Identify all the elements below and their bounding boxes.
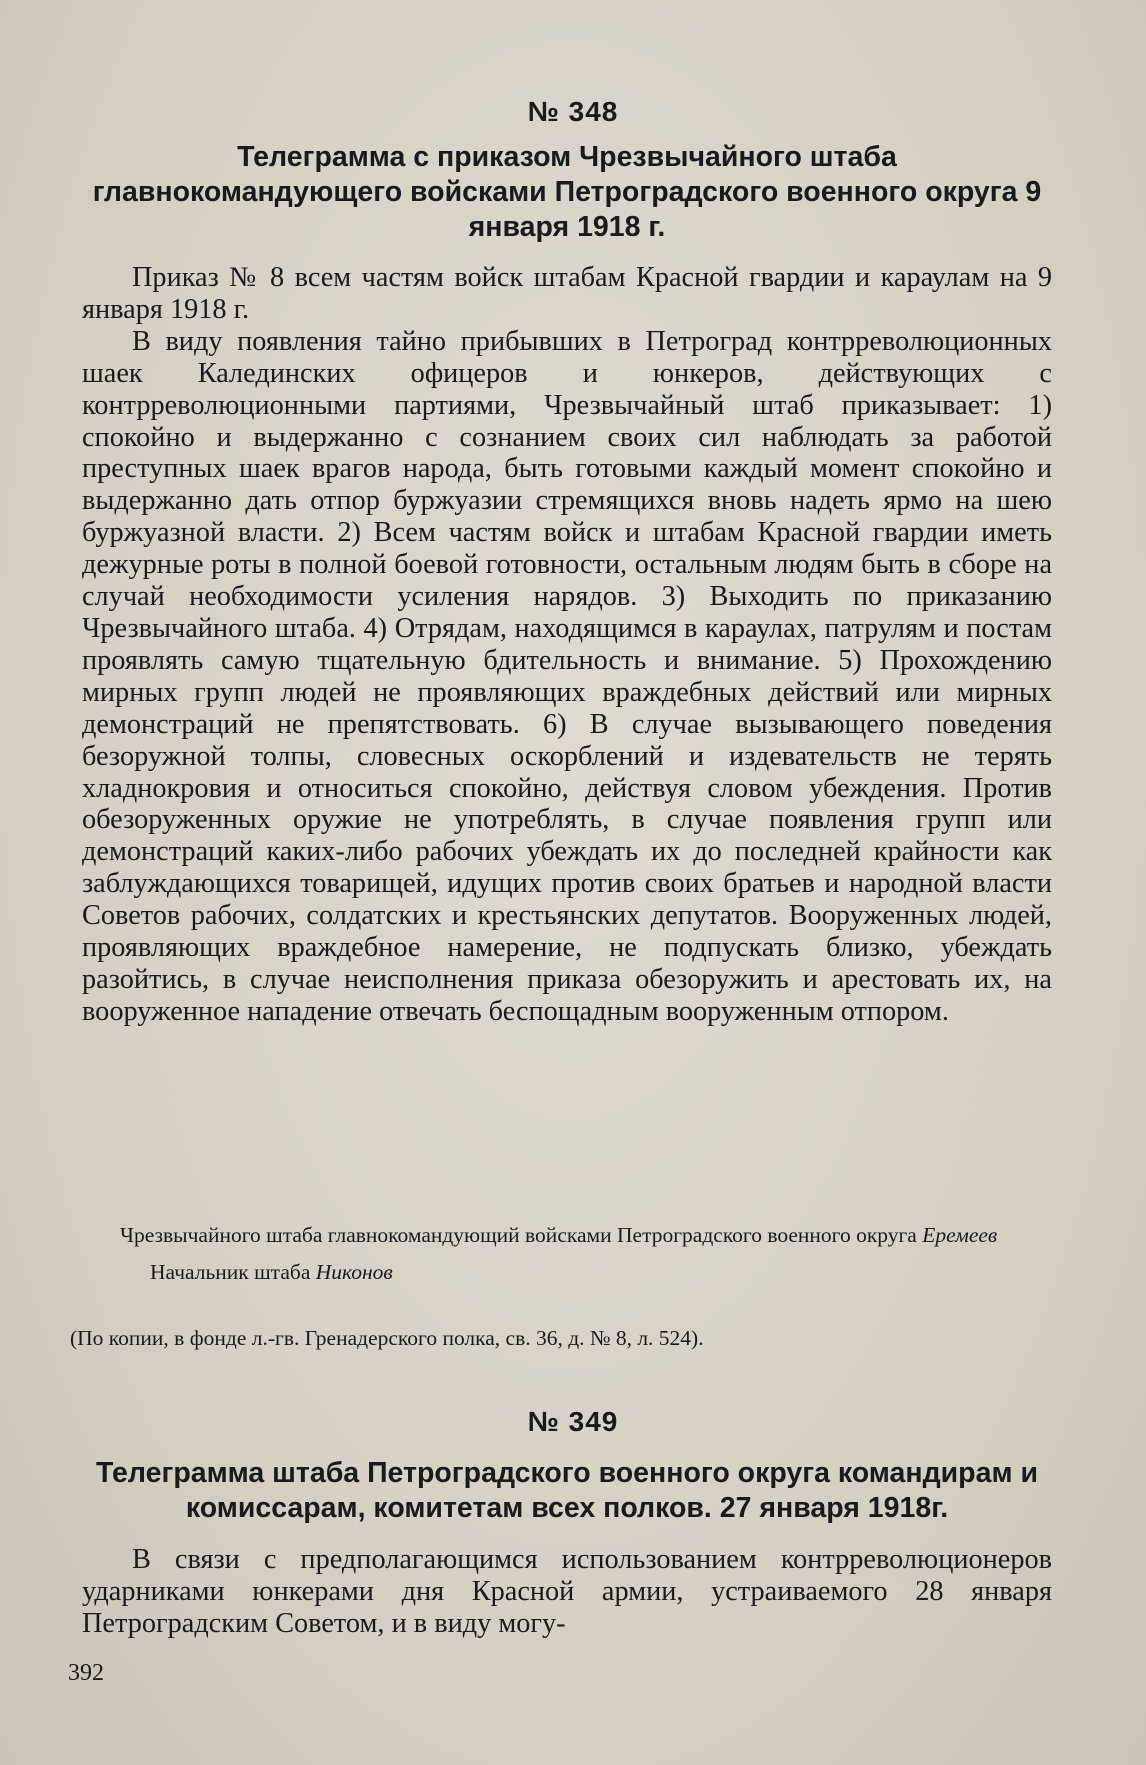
document-title-348: Телеграмма с приказом Чрезвычайного штаба главнокомандующего войсками Петроградского военного округа 9 января 1918 г. (92, 141, 1042, 243)
document-number-349: № 349 (527, 1406, 619, 1437)
document-title-349: Телеграмма штаба Петроградского военного округа командирам и комиссарам, комитетам всех полков. 27 января 1918г. (96, 1457, 1038, 1524)
signature-commander (82, 1221, 1052, 1250)
telegram-text-paragraph: В связи с предполагающимся использованием контрреволюционеров ударниками юнкерами дня Красной армии, устраиваемого 28 января Петроградским Советом, и в виду могу- (82, 1544, 1052, 1639)
document-body-349 (82, 1544, 1052, 1640)
document-number-348: № 348 (527, 96, 619, 127)
archival-source-note: (По копии, в фонде л.-гв. Гренадерского полка, св. 36, д. № 8, л. 524). (70, 1326, 704, 1350)
order-text-paragraph: В виду появления тайно прибывших в Петроград контрреволюционных шаек Калединских офицеров и юнкеров, действующих с контрреволюционными партиями, Чрезвычайный штаб приказывает: 1) спокойно и выдержанно с сознанием своих сил наблюдать за работой преступных шаек врагов народа, быть готовыми каждый момент спокойно и выдержанно дать отпор буржуазии стремящихся вновь надеть ярмо на шею буржуазной власти. 2) Всем частям войск и штабам Красной гвардии иметь дежурные роты в полной боевой готовности, остальным людям быть в сборе на случай необходимости усиления нарядов. 3) Выходить по приказанию Чрезвычайного штаба. 4) Отрядам, находящимся в караулах, патрулям и постам проявлять самую тщательную бдительность и внимание. 5) Прохождению мирных групп людей не проявляющих враждебных действий или мирных демонстраций не препятствовать. 6) В случае вызывающего поведения безоружной толпы, словесных оскорблений и издевательств не терять хладнокровия и относиться спокойно, действуя словом убеждения. Против обезоруженных оружие не употреблять, в случае появления групп или демонстраций каких-либо рабочих убеждать их до последней крайности как заблуждающихся товарищей, идущих против своих братьев и народной власти Советов рабочих, солдатских и крестьянских депутатов. Вооруженных людей, проявляющих враждебное намерение, не подпускать близко, убеждать разойтись, в случае неисполнения приказа обезоружить и арестовать их, на вооруженное нападение отвечать беспощадным вооруженным отпором. (82, 325, 1052, 1027)
signature-commander-title: Чрезвычайного штаба главнокомандующий войсками Петроградского военного округа (120, 1223, 917, 1247)
signature-block (82, 1221, 1052, 1287)
order-heading-paragraph: Приказ № 8 всем частям войск штабам Красной гвардии и караулам на 9 января 1918 г. (82, 262, 1052, 325)
signature-chief-title: Начальник штаба (150, 1260, 311, 1284)
signature-commander-name: Еремеев (922, 1223, 998, 1247)
document-body-348 (82, 262, 1052, 1028)
page-number: 392 (68, 1660, 104, 1686)
signature-chief-name: Никонов (315, 1260, 393, 1284)
signature-chief-of-staff (150, 1258, 1052, 1287)
